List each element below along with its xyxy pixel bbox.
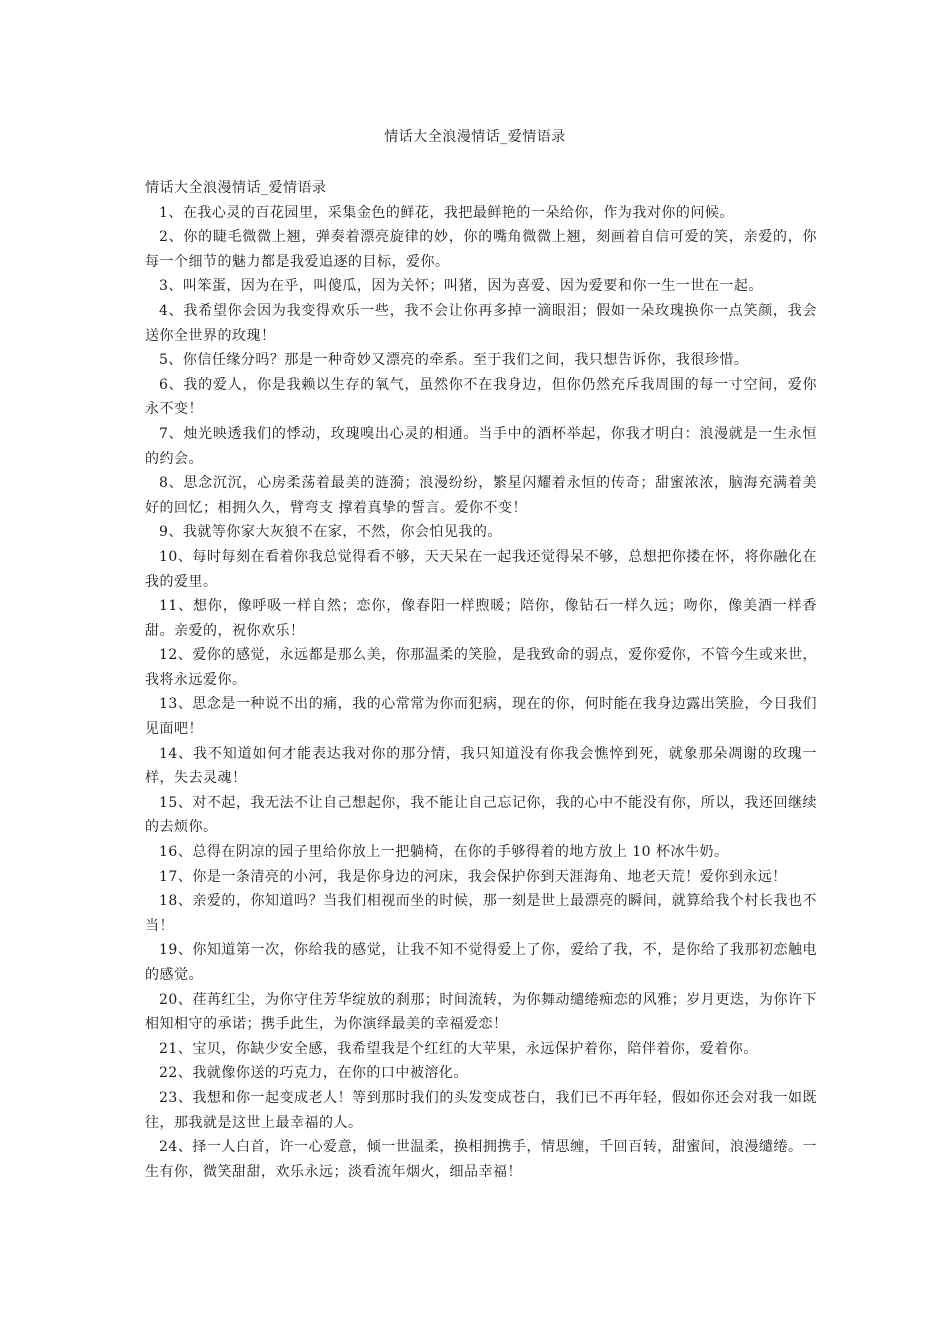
quote-item-16: 16、总得在阴凉的园子里给你放上一把躺椅，在你的手够得着的地方放上 10 杯冰牛奶。 (159, 844, 729, 861)
quote-item-18: 18、亲爱的，你知道吗？当我们相视而坐的时候，那一刻是世上最漂亮的瞬间，就算给我个村长我也不当！ (145, 893, 817, 934)
document-subtitle: 情话大全浪漫情话_爱情语录 (145, 180, 327, 196)
quote-item-24: 24、择一人白首，许一心爱意，倾一世温柔，换相拥携手，情思缠，千回百转，甜蜜间，浪漫缱绻。一生有你，微笑甜甜，欢乐永远；淡看流年烟火，细品幸福！ (145, 1139, 817, 1180)
quote-item-1: 1、在我心灵的百花园里，采集金色的鲜花，我把最鲜艳的一朵给你，作为我对你的问候。 (159, 204, 734, 221)
quote-item-11: 11、想你，像呼吸一样自然；恋你，像春阳一样煦暖；陪你，像钻石一样久远；吻你，像美酒一样香甜。亲爱的，祝你欢乐！ (145, 598, 817, 639)
quote-item-8: 8、思念沉沉，心房柔荡着最美的涟漪；浪漫纷纷，繁星闪耀着永恒的传奇；甜蜜浓浓，脑海充满着美好的回忆；相拥久久，臂弯支 撑着真挚的誓言。爱你不变！ (145, 475, 817, 516)
quote-item-2: 2、你的睫毛微微上翘，弹奏着漂亮旋律的妙，你的嘴角微微上翘，刻画着自信可爱的笑，亲爱的，你每一个细节的魅力都是我爱追逐的目标，爱你。 (145, 229, 817, 270)
quote-item-20: 20、荏苒红尘，为你守住芳华绽放的刹那；时间流转，为你舞动缱绻痴恋的风雅；岁月更迭，为你许下相知相守的承诺；携手此生，为你演绎最美的幸福爱恋！ (145, 991, 817, 1033)
document-body (145, 176, 817, 1184)
quote-item-13: 13、思念是一种说不出的痛，我的心常常为你而犯病，现在的你，何时能在我身边露出笑脸，今日我们见面吧！ (145, 696, 817, 738)
quote-item-15: 15、对不起，我无法不让自己想起你，我不能让自己忘记你，我的心中不能没有你，所以，我还回继续的去烦你。 (145, 794, 817, 836)
quote-item-14: 14、我不知道如何才能表达我对你的那分情，我只知道没有你我会憔悴到死，就象那朵凋谢的玫瑰一样，失去灵魂！ (145, 745, 817, 787)
document-title: 情话大全浪漫情话_爱情语录 (384, 129, 566, 145)
quote-item-6: 6、我的爱人，你是我赖以生存的氧气，虽然你不在我身边，但你仍然充斥我周围的每一寸空间，爱你永不变！ (145, 376, 817, 418)
quote-item-10: 10、每时每刻在看着你我总觉得看不够，天天呆在一起我还觉得呆不够，总想把你搂在怀，将你融化在我的爱里。 (145, 548, 817, 590)
quote-item-12: 12、爱你的感觉，永远都是那么美，你那温柔的笑脸，是我致命的弱点，爱你爱你，不管今生或来世，我将永远爱你。 (145, 647, 817, 688)
quote-item-22: 22、我就像你送的巧克力，在你的口中被溶化。 (159, 1065, 468, 1082)
quote-item-21: 21、宝贝，你缺少安全感，我希望我是个红红的大苹果，永远保护着你，陪伴着你，爱着你。 (159, 1040, 758, 1057)
quote-item-3: 3、叫笨蛋，因为在乎，叫傻瓜，因为关怀；叫猪，因为喜爱、因为爱要和你一生一世在一起。 (159, 278, 763, 295)
quote-item-5: 5、你信任缘分吗？那是一种奇妙又漂亮的牵系。至于我们之间，我只想告诉你，我很珍惜。 (159, 352, 749, 369)
quote-item-19: 19、你知道第一次，你给我的感觉，让我不知不觉得爱上了你，爱给了我，不，是你给了我那初恋触电的感觉。 (145, 942, 817, 983)
quote-item-9: 9、我就等你家大灰狼不在家，不然，你会怕见我的。 (159, 524, 502, 541)
quote-item-7: 7、烛光映透我们的悸动，玫瑰嗅出心灵的相通。当手中的酒杯举起，你我才明白：浪漫就是一生永恒的约会。 (145, 425, 817, 467)
quote-item-23: 23、我想和你一起变成老人！等到那时我们的头发变成苍白，我们已不再年轻，假如你还会对我一如既往，那我就是这世上最幸福的人。 (145, 1089, 817, 1131)
quote-item-17: 17、你是一条清亮的小河，我是你身边的河床，我会保护你到天涯海角、地老天荒！爱你到永远！ (159, 868, 787, 885)
quote-item-4: 4、我希望你会因为我变得欢乐一些，我不会让你再多掉一滴眼泪；假如一朵玫瑰换你一点笑颜，我会送你全世界的玫瑰！ (145, 302, 817, 344)
